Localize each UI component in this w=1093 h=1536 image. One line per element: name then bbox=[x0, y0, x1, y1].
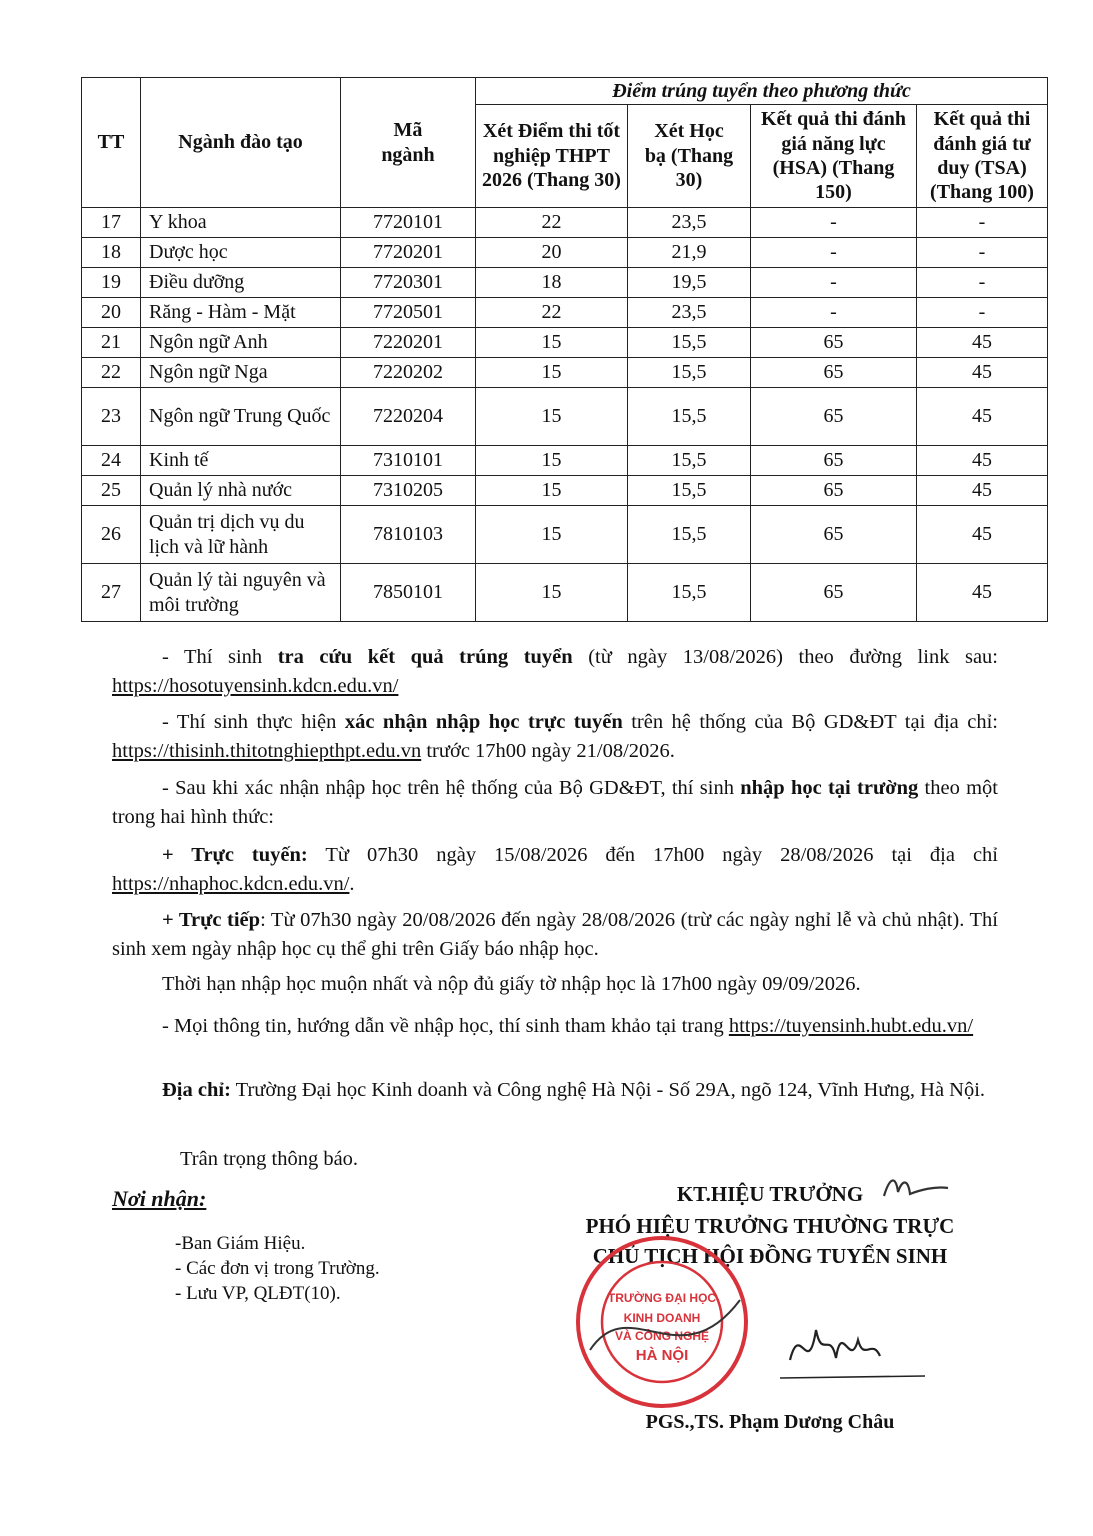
p3-text: - Sau khi xác nhận nhập học trên hệ thống của Bộ GD&ĐT, thí sinh bbox=[162, 777, 741, 799]
cell-hsa: - bbox=[751, 298, 917, 328]
table-row bbox=[82, 298, 1048, 328]
header-code: Mã ngành bbox=[341, 78, 476, 208]
p5-text: : Từ 07h30 ngày 20/08/2026 đến ngày 28/08/2026 (trừ các ngày nghỉ lễ và chủ nhật). Thí sinh xem ngày nhập học cụ thể ghi trên Giấy báo nhập học. bbox=[112, 909, 998, 960]
cell-tsa: - bbox=[917, 268, 1048, 298]
cell-tt: 20 bbox=[82, 298, 141, 328]
p1-text-2: (từ ngày 13/08/2026) theo đường link sau: bbox=[572, 646, 998, 668]
cell-tsa: - bbox=[917, 208, 1048, 238]
cell-tt: 25 bbox=[82, 476, 141, 506]
cell-hocba: 15,5 bbox=[628, 564, 751, 622]
cell-thpt: 15 bbox=[476, 564, 628, 622]
cell-major: Ngôn ngữ Nga bbox=[141, 358, 341, 388]
table-row bbox=[82, 388, 1048, 446]
p4-text-2: . bbox=[349, 873, 355, 895]
admission-score-table bbox=[81, 77, 1048, 622]
header-method-group: Điểm trúng tuyển theo phương thức bbox=[476, 78, 1048, 105]
p2-text-3: trước 17h00 ngày 21/08/2026. bbox=[421, 740, 675, 762]
cell-hocba: 19,5 bbox=[628, 268, 751, 298]
p2-bold: xác nhận nhập học trực tuyến bbox=[344, 711, 623, 733]
cell-code: 7720301 bbox=[341, 268, 476, 298]
cell-hsa: 65 bbox=[751, 358, 917, 388]
paragraph-confirm bbox=[112, 708, 998, 766]
table-row bbox=[82, 268, 1048, 298]
cell-hocba: 15,5 bbox=[628, 506, 751, 564]
cell-tsa: 45 bbox=[917, 476, 1048, 506]
p3-text-2: theo một trong hai hình thức: bbox=[112, 777, 998, 828]
signer-title-2: PHÓ HIỆU TRƯỞNG THƯỜNG TRỰC bbox=[585, 1214, 955, 1238]
cell-tt: 21 bbox=[82, 328, 141, 358]
cell-major: Quản lý tài nguyên và môi trường bbox=[141, 564, 341, 622]
cell-tsa: - bbox=[917, 238, 1048, 268]
cell-major: Răng - Hàm - Mặt bbox=[141, 298, 341, 328]
cell-tt: 27 bbox=[82, 564, 141, 622]
table-row bbox=[82, 446, 1048, 476]
initial-mark-icon bbox=[880, 1172, 950, 1202]
cell-major: Y khoa bbox=[141, 208, 341, 238]
cell-major: Ngôn ngữ Anh bbox=[141, 328, 341, 358]
cell-tsa: 45 bbox=[917, 358, 1048, 388]
cell-major: Quản trị dịch vụ du lịch và lữ hành bbox=[141, 506, 341, 564]
signer-name: PGS.,TS. Phạm Dương Châu bbox=[645, 1411, 895, 1433]
p8-text: Trường Đại học Kinh doanh và Công nghệ Hà Nội - Số 29A, ngõ 124, Vĩnh Hưng, Hà Nội. bbox=[230, 1079, 986, 1101]
cell-tsa: 45 bbox=[917, 388, 1048, 446]
stamp-text-mid2: VÀ CÔNG NGHỆ bbox=[614, 1329, 710, 1343]
p3-bold: nhập học tại trường bbox=[740, 777, 919, 799]
table-row bbox=[82, 208, 1048, 238]
cell-hocba: 15,5 bbox=[628, 476, 751, 506]
cell-major: Điều dưỡng bbox=[141, 268, 341, 298]
p8-bold: Địa chỉ: bbox=[162, 1079, 231, 1101]
cell-hocba: 23,5 bbox=[628, 208, 751, 238]
info-link[interactable]: https://tuyensinh.hubt.edu.vn/ bbox=[728, 1015, 974, 1037]
p5-bold: + Trực tiếp bbox=[162, 909, 261, 931]
p1-bold: tra cứu kết quả trúng tuyển bbox=[277, 646, 573, 668]
table-row bbox=[82, 238, 1048, 268]
paragraph-enroll bbox=[112, 774, 998, 832]
paragraph-onsite bbox=[112, 906, 998, 964]
header-method-thpt: Xét Điểm thi tốt nghiệp THPT 2026 (Thang 30) bbox=[476, 105, 628, 208]
paragraph-address bbox=[112, 1076, 998, 1105]
handwritten-signature bbox=[780, 1300, 930, 1390]
cell-code: 7220204 bbox=[341, 388, 476, 446]
cell-code: 7810103 bbox=[341, 506, 476, 564]
cell-thpt: 22 bbox=[476, 298, 628, 328]
cell-thpt: 15 bbox=[476, 446, 628, 476]
cell-hsa: - bbox=[751, 208, 917, 238]
cell-code: 7220201 bbox=[341, 328, 476, 358]
table-row bbox=[82, 358, 1048, 388]
signer-title-1: KT.HIỆU TRƯỞNG bbox=[676, 1182, 864, 1206]
cell-thpt: 15 bbox=[476, 476, 628, 506]
cell-tt: 26 bbox=[82, 506, 141, 564]
cell-hsa: - bbox=[751, 268, 917, 298]
p7-text: - Mọi thông tin, hướng dẫn về nhập học, thí sinh tham khảo tại trang bbox=[162, 1015, 729, 1037]
cell-code: 7720101 bbox=[341, 208, 476, 238]
cell-major: Ngôn ngữ Trung Quốc bbox=[141, 388, 341, 446]
cell-major: Kinh tế bbox=[141, 446, 341, 476]
stamp-text-bottom: HÀ NỘI bbox=[635, 1347, 689, 1364]
paragraph-info bbox=[112, 1012, 998, 1041]
table-row bbox=[82, 476, 1048, 506]
stamp-text-mid1: KINH DOANH bbox=[623, 1311, 701, 1325]
cell-major: Quản lý nhà nước bbox=[141, 476, 341, 506]
cell-hocba: 15,5 bbox=[628, 446, 751, 476]
p4-bold: + Trực tuyến: bbox=[162, 844, 308, 866]
p2-text: - Thí sinh thực hiện bbox=[162, 711, 345, 733]
recipient-3: - Lưu VP, QLĐT(10). bbox=[175, 1283, 341, 1304]
p1-text: - Thí sinh bbox=[162, 646, 278, 668]
paragraph-lookup bbox=[112, 643, 998, 701]
cell-tsa: 45 bbox=[917, 328, 1048, 358]
cell-tt: 19 bbox=[82, 268, 141, 298]
cell-hocba: 15,5 bbox=[628, 328, 751, 358]
header-method-tsa: Kết quả thi đánh giá tư duy (TSA) (Thang 100) bbox=[917, 105, 1048, 208]
cell-hsa: - bbox=[751, 238, 917, 268]
cell-thpt: 15 bbox=[476, 506, 628, 564]
enroll-online-link[interactable]: https://nhaphoc.kdcn.edu.vn/ bbox=[112, 873, 350, 895]
cell-hocba: 15,5 bbox=[628, 388, 751, 446]
cell-code: 7720501 bbox=[341, 298, 476, 328]
cell-thpt: 15 bbox=[476, 388, 628, 446]
cell-tt: 22 bbox=[82, 358, 141, 388]
cell-hsa: 65 bbox=[751, 388, 917, 446]
table-row bbox=[82, 328, 1048, 358]
cell-hocba: 21,9 bbox=[628, 238, 751, 268]
p2-text-2: trên hệ thống của Bộ GD&ĐT tại địa chỉ: bbox=[622, 711, 998, 733]
header-method-hocba: Xét Học bạ (Thang 30) bbox=[628, 105, 751, 208]
cell-tt: 18 bbox=[82, 238, 141, 268]
cell-hsa: 65 bbox=[751, 446, 917, 476]
cell-hsa: 65 bbox=[751, 564, 917, 622]
stamp-text-top: TRƯỜNG ĐẠI HỌC bbox=[607, 1291, 717, 1305]
closing-text: Trân trọng thông báo. bbox=[180, 1148, 359, 1170]
confirm-link[interactable]: https://thisinh.thitotnghiepthpt.edu.vn bbox=[112, 740, 422, 762]
recipient-2: - Các đơn vị trong Trường. bbox=[175, 1258, 380, 1279]
cell-code: 7720201 bbox=[341, 238, 476, 268]
p4-text: Từ 07h30 ngày 15/08/2026 đến 17h00 ngày 28/08/2026 tại địa chỉ bbox=[307, 844, 998, 866]
cell-thpt: 22 bbox=[476, 208, 628, 238]
school-seal-stamp bbox=[570, 1230, 755, 1415]
cell-thpt: 18 bbox=[476, 268, 628, 298]
cell-tsa: 45 bbox=[917, 564, 1048, 622]
header-method-hsa: Kết quả thi đánh giá năng lực (HSA) (Thang 150) bbox=[751, 105, 917, 208]
cell-code: 7310101 bbox=[341, 446, 476, 476]
cell-thpt: 15 bbox=[476, 328, 628, 358]
cell-hocba: 23,5 bbox=[628, 298, 751, 328]
signer-title-3: CHỦ TỊCH HỘI ĐỒNG TUYỂN SINH bbox=[592, 1244, 948, 1268]
cell-tt: 17 bbox=[82, 208, 141, 238]
cell-code: 7310205 bbox=[341, 476, 476, 506]
cell-hocba: 15,5 bbox=[628, 358, 751, 388]
cell-tsa: 45 bbox=[917, 446, 1048, 476]
cell-tt: 24 bbox=[82, 446, 141, 476]
lookup-link[interactable]: https://hosotuyensinh.kdcn.edu.vn/ bbox=[112, 675, 399, 697]
paragraph-online bbox=[112, 841, 998, 899]
cell-major: Dược học bbox=[141, 238, 341, 268]
paragraph-deadline bbox=[112, 970, 998, 999]
cell-hsa: 65 bbox=[751, 328, 917, 358]
table-row bbox=[82, 564, 1048, 622]
cell-code: 7220202 bbox=[341, 358, 476, 388]
recipient-1: -Ban Giám Hiệu. bbox=[175, 1233, 306, 1254]
p6-text: Thời hạn nhập học muộn nhất và nộp đủ giấy tờ nhập học là 17h00 ngày 09/09/2026. bbox=[162, 973, 861, 995]
cell-thpt: 15 bbox=[476, 358, 628, 388]
header-major: Ngành đào tạo bbox=[141, 78, 341, 208]
recipients-title: Nơi nhận: bbox=[112, 1186, 207, 1211]
cell-code: 7850101 bbox=[341, 564, 476, 622]
cell-hsa: 65 bbox=[751, 506, 917, 564]
table-row bbox=[82, 506, 1048, 564]
cell-tsa: - bbox=[917, 298, 1048, 328]
cell-tt: 23 bbox=[82, 388, 141, 446]
cell-hsa: 65 bbox=[751, 476, 917, 506]
cell-tsa: 45 bbox=[917, 506, 1048, 564]
header-tt: TT bbox=[82, 78, 141, 208]
cell-thpt: 20 bbox=[476, 238, 628, 268]
